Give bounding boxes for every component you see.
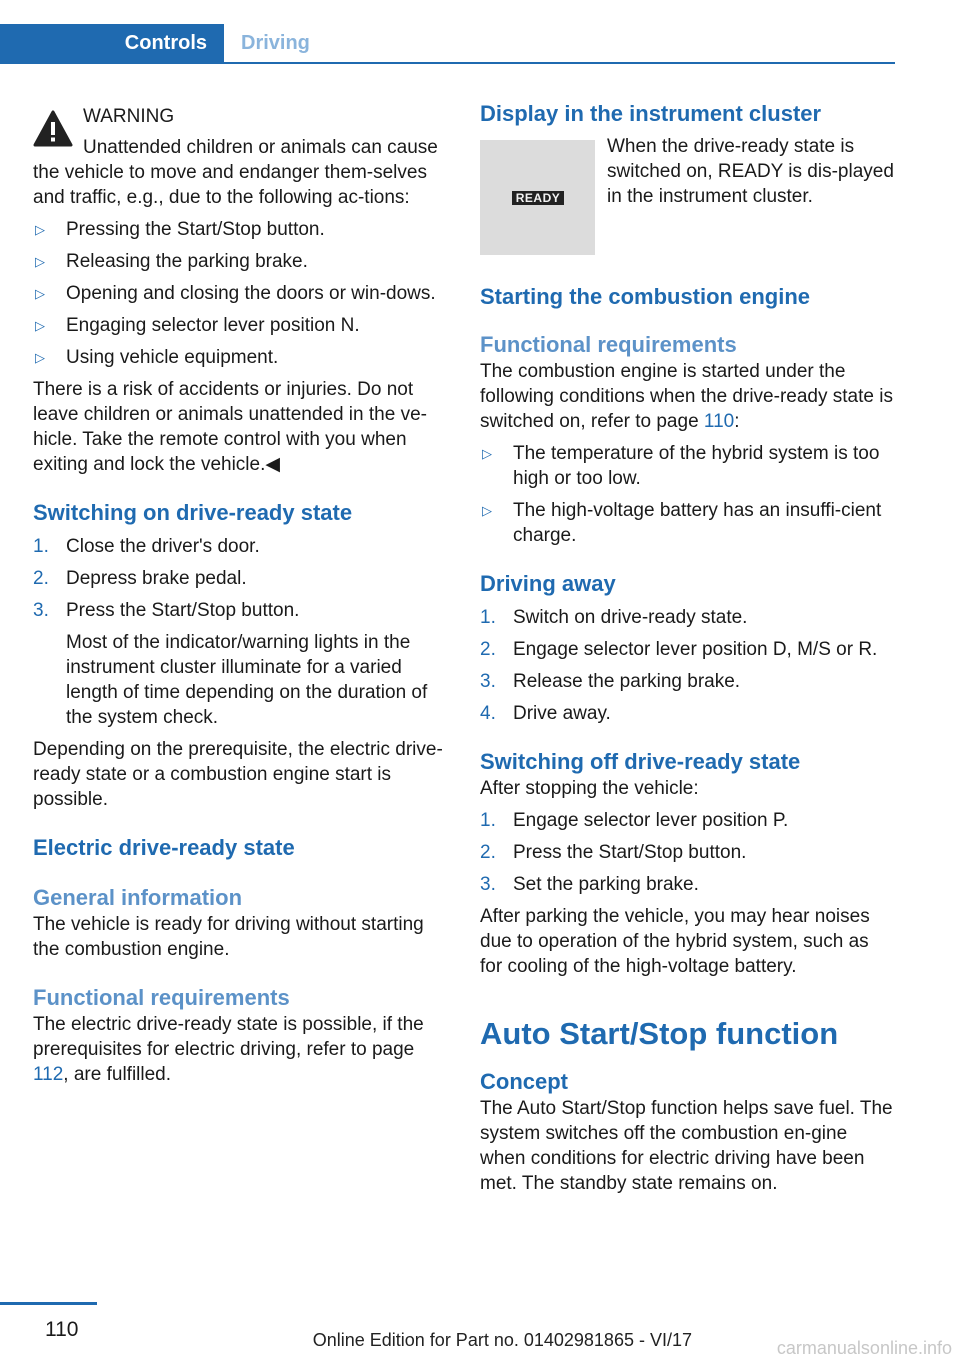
driving-away-steps xyxy=(480,605,895,726)
warning-icon xyxy=(33,110,73,148)
concept-text: The Auto Start/Stop function helps save fuel. The system switches off the combustion en‐gine when conditions for electric driving have been met. The standby state remains on. xyxy=(480,1098,893,1194)
list-item: ▷ Using vehicle equipment. xyxy=(35,347,279,368)
list-item: 1. Close the driver's door. xyxy=(33,536,260,557)
tab-controls[interactable]: Controls xyxy=(0,24,224,62)
step-detail: Most of the indicator/warning lights in the instrument cluster illuminate for a varied length of time depending on the duration of the system check. xyxy=(66,632,428,728)
list-item: 3. Release the parking brake. xyxy=(480,671,741,692)
switching-on-after-text: Depending on the prerequisite, the electric drive-ready state or a combustion engine start is possible. xyxy=(33,739,443,810)
display-section xyxy=(480,134,895,255)
page-link[interactable]: 112 xyxy=(33,1064,64,1085)
list-item: ▷ Releasing the parking brake. xyxy=(35,251,308,272)
left-column xyxy=(33,100,453,1087)
electric-heading: Electric drive-ready state xyxy=(33,835,295,860)
right-column xyxy=(480,100,895,1196)
list-item: 2. Engage selector lever position D, M/S or R. xyxy=(480,639,878,660)
display-text: When the drive-ready state is switched on, READY is dis‐played in the instrument cluster. xyxy=(607,136,894,207)
list-item: ▷ Pressing the Start/Stop button. xyxy=(35,219,325,240)
list-item: ▷ The high-voltage battery has an insuffi‐cient charge. xyxy=(482,500,882,546)
watermark: carmanualsonline.info xyxy=(776,1338,952,1358)
general-info-text: The vehicle is ready for driving without starting the combustion engine. xyxy=(33,914,424,960)
func-req-list xyxy=(480,441,895,548)
list-item: ▷ Engaging selector lever position N. xyxy=(35,315,360,336)
edition-footer: Online Edition for Part no. 01402981865 - VI/17 xyxy=(312,1330,692,1350)
page-header xyxy=(0,24,895,64)
switching-off-heading: Switching off drive-ready state xyxy=(480,749,801,774)
func-req-text: The combustion engine is started under the following conditions when the drive-ready state is switched on, refer to page 110: xyxy=(480,361,893,432)
display-heading: Display in the instrument cluster xyxy=(480,101,822,126)
switching-on-heading: Switching on drive-ready state xyxy=(33,500,353,525)
list-item: 2. Press the Start/Stop button. xyxy=(480,842,747,863)
ready-display-image xyxy=(480,140,595,255)
warning-box xyxy=(33,100,453,210)
starting-heading: Starting the combustion engine xyxy=(480,284,811,309)
func-req-heading: Functional requirements xyxy=(33,985,290,1010)
switching-off-after-text: After parking the vehicle, you may hear noises due to operation of the hybrid system, such as for cooling of the high-voltage battery. xyxy=(480,906,870,977)
warning-text: Unattended children or animals can cause the vehicle to move and endanger them‐selves and traffic, e.g., due to the following ac‐tions: xyxy=(33,137,438,208)
list-item: 2. Depress brake pedal. xyxy=(33,568,247,589)
switching-off-steps xyxy=(480,808,895,897)
list-item: 1. Switch on drive-ready state. xyxy=(480,607,748,628)
page-link[interactable]: 110 xyxy=(703,411,735,432)
func-req-text: The electric drive-ready state is possible, if the prerequisites for electric driving, refer to page 112, are fulfilled. xyxy=(33,1014,424,1085)
func-req-heading: Functional requirements xyxy=(480,332,737,357)
list-item: ▷ Opening and closing the doors or win‐dows. xyxy=(35,283,436,304)
warning-title: WARNING xyxy=(83,106,175,127)
warning-after-text: There is a risk of accidents or injuries. Do not leave children or animals unattended in the ve‐hicle. Take the remote control with you when exiting and lock the vehicle.◀ xyxy=(33,379,427,475)
concept-heading: Concept xyxy=(480,1069,568,1094)
switching-on-steps xyxy=(33,534,453,730)
driving-away-heading: Driving away xyxy=(480,571,616,596)
warning-list xyxy=(33,217,453,370)
page-number: 110 xyxy=(45,1318,79,1341)
ready-badge: READY xyxy=(512,191,564,205)
general-info-heading: General information xyxy=(33,885,243,910)
tab-driving[interactable]: Driving xyxy=(241,32,310,54)
switching-off-intro: After stopping the vehicle: xyxy=(480,778,699,799)
page-number-bar xyxy=(0,1302,97,1305)
list-item: ▷ The temperature of the hybrid system is too high or too low. xyxy=(482,443,880,489)
list-item: 3. Set the parking brake. xyxy=(480,874,699,895)
list-item: 4. Drive away. xyxy=(480,703,611,724)
auto-start-stop-heading: Auto Start/Stop function xyxy=(480,1016,839,1051)
list-item: 1. Engage selector lever position P. xyxy=(480,810,789,831)
list-item: 3. Press the Start/Stop button. Most of the indicator/warning lights in the instrument cluster illuminate for a varied length of time depending on the duration of the system check. xyxy=(33,598,453,730)
